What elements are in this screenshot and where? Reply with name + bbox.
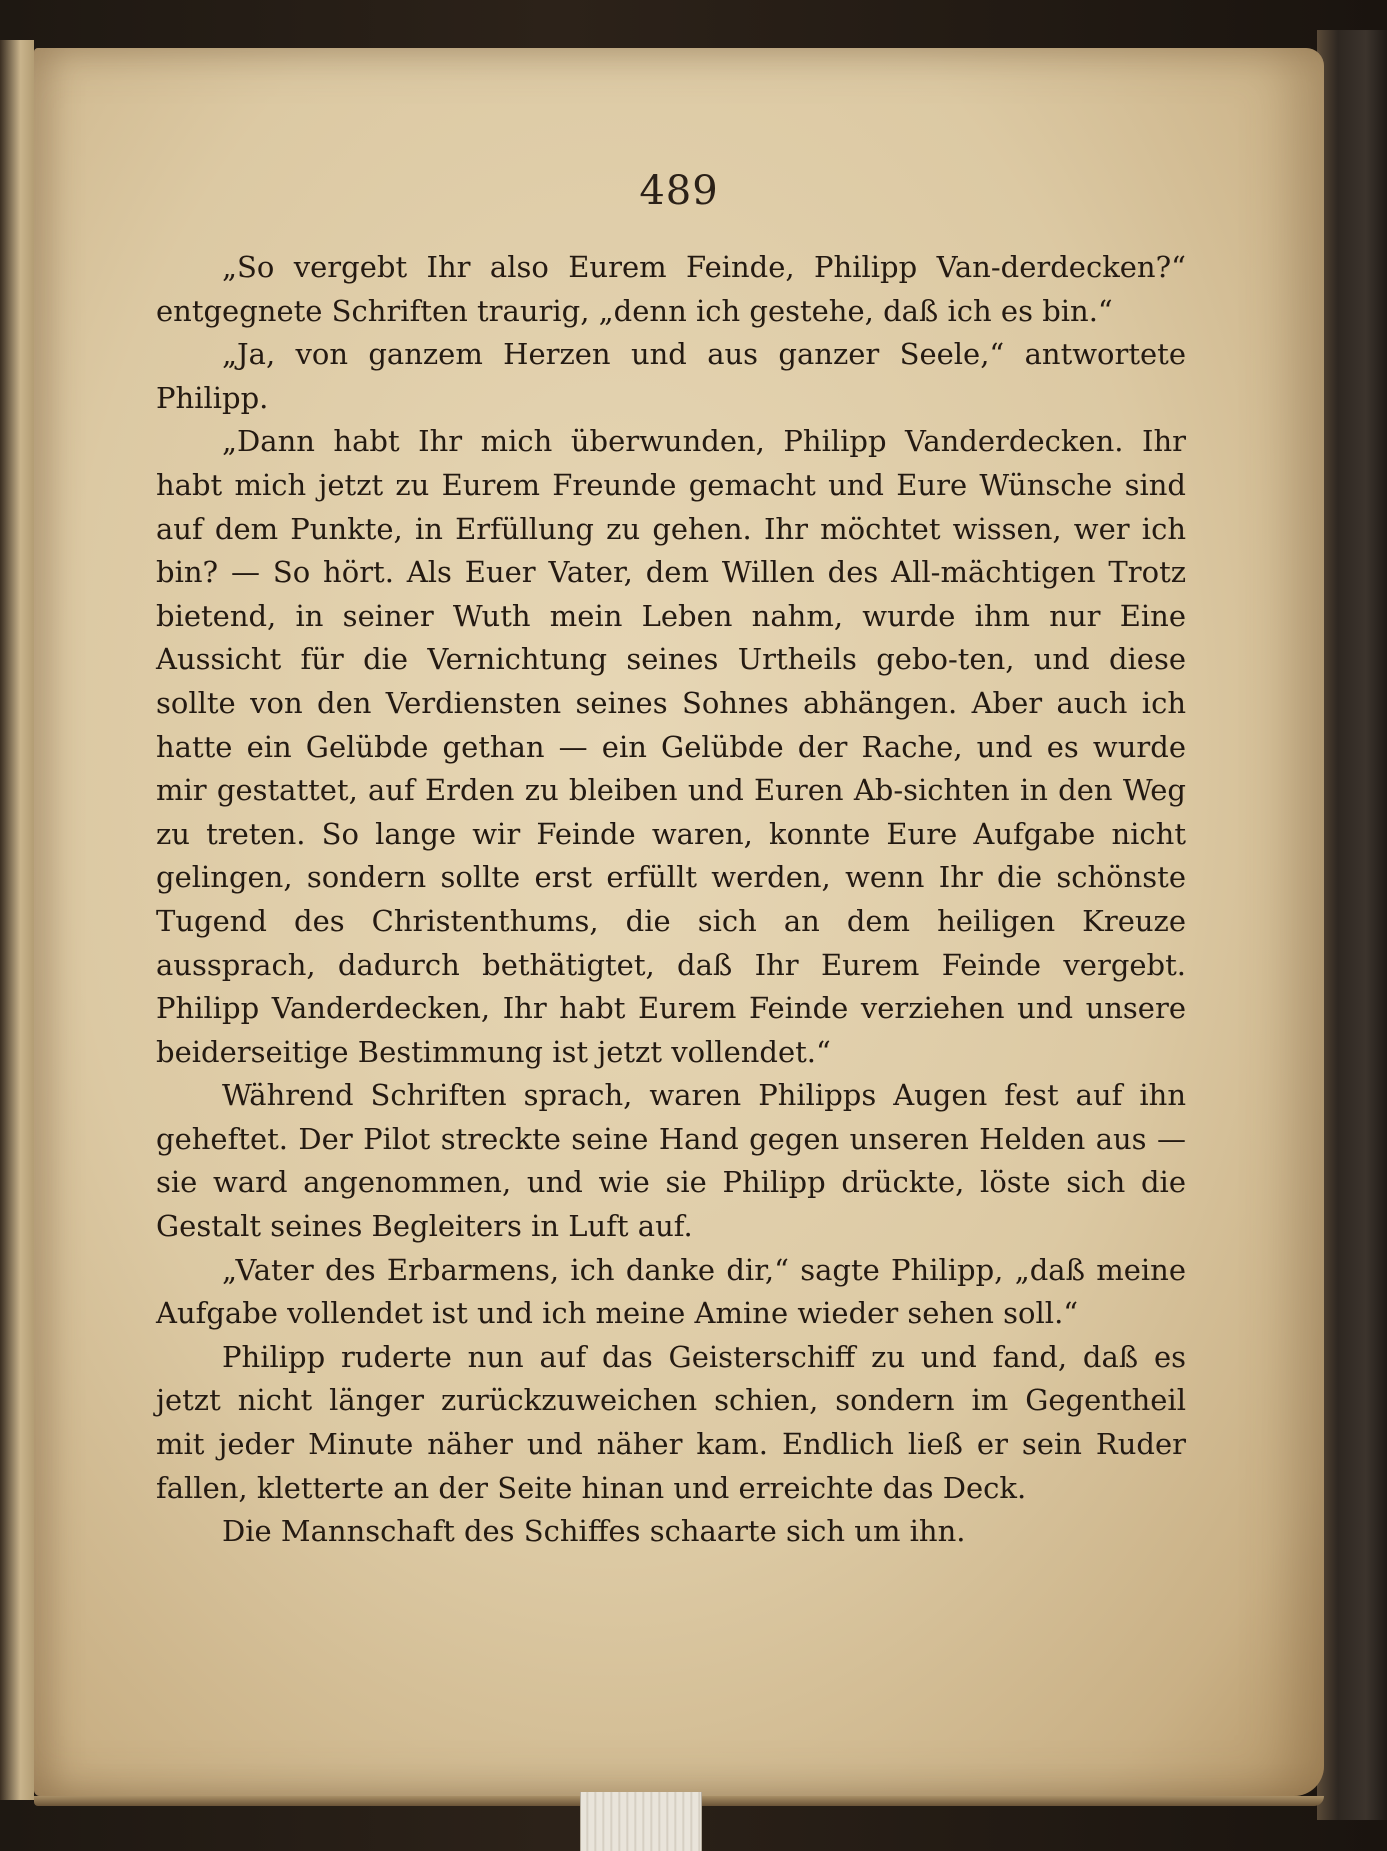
page-text [156, 246, 1186, 1554]
paragraph-2: „Ja, von ganzem Herzen und aus ganzer Seele,“ antwortete Philipp. [156, 337, 1186, 415]
book-page [34, 48, 1324, 1796]
ribbon-bookmark [580, 1792, 702, 1851]
paragraph-1: „So vergebt Ihr also Eurem Feinde, Philipp Van-derdecken?“ entgegnete Schriften traurig, „denn ich gestehe, daß ich es bin.“ [156, 250, 1186, 328]
paragraph-3: „Dann habt Ihr mich überwunden, Philipp Vanderdecken. Ihr habt mich jetzt zu Eurem Freunde gemacht und Eure Wünsche sind auf dem Punkte, in Erfüllung zu gehen. Ihr möchtet wissen, wer ich bin? — So hört. Als Euer Vater, dem Willen des All-mächtigen Trotz bietend, in seiner Wuth mein Leben nahm, wurde ihm nur Eine Aussicht für die Vernichtung seines Urtheils gebo-ten, und diese sollte von den Verdiensten seines Sohnes abhängen. Aber auch ich hatte ein Gelübde gethan — ein Gelübde der Rache, und es wurde mir gestattet, auf Erden zu bleiben und Euren Ab-sichten in den Weg zu treten. So lange wir Feinde waren, konnte Eure Aufgabe nicht gelingen, sondern sollte erst erfüllt werden, wenn Ihr die schönste Tugend des Christenthums, die sich an dem heiligen Kreuze aussprach, dadurch bethätigtet, daß Ihr Eurem Feinde vergebt. Philipp Vanderdecken, Ihr habt Eurem Feinde verziehen und unsere beiderseitige Bestimmung ist jetzt vollendet.“ [156, 424, 1186, 1069]
book-spine-edge [0, 40, 34, 1800]
paragraph-6: Philipp ruderte nun auf das Geisterschiff zu und fand, daß es jetzt nicht länger zurückzuweichen schien, sondern im Gegentheil mit jeder Minute näher und näher kam. Endlich ließ er sein Ruder fallen, kletterte an der Seite hinan und erreichte das Deck. [156, 1339, 1186, 1505]
book-cover-edge [1317, 30, 1387, 1820]
paragraph-5: „Vater des Erbarmens, ich danke dir,“ sagte Philipp, „daß meine Aufgabe vollendet ist und ich meine Amine wieder sehen soll.“ [156, 1252, 1186, 1331]
paragraph-7: Die Mannschaft des Schiffes schaarte sich um ihn. [222, 1514, 966, 1549]
page-number: 489 [639, 168, 719, 214]
paragraph-4: Während Schriften sprach, waren Philipps Augen fest auf ihn geheftet. Der Pilot streckte seine Hand gegen unseren Helden aus — sie ward angenommen, und wie sie Philipp drückte, löste sich die Gestalt seines Begleiters in Luft auf. [156, 1078, 1186, 1244]
